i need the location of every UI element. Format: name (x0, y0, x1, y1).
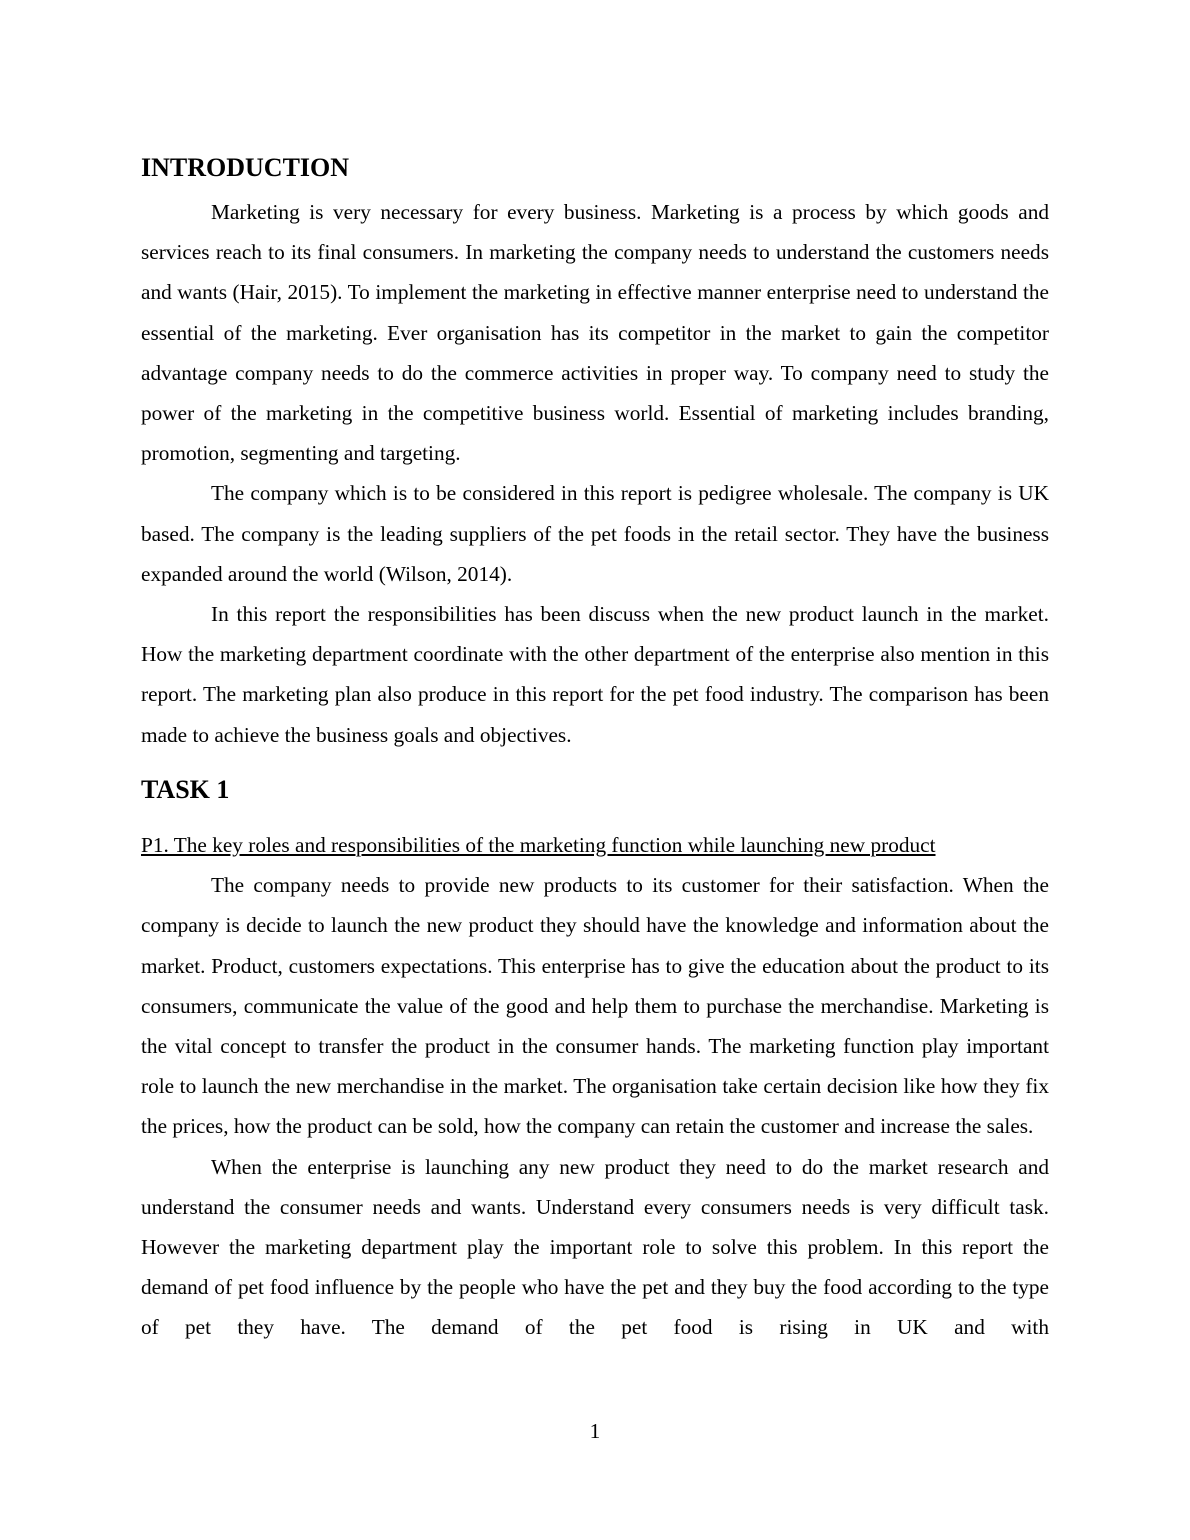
page-number: 1 (589, 1419, 601, 1443)
task1-subheading: P1. The key roles and responsibilities of the marketing function while launching new product (141, 833, 936, 857)
task1-heading: TASK 1 (141, 775, 230, 804)
task1-body (141, 825, 1049, 1348)
introduction-paragraph-1: Marketing is very necessary for every business. Marketing is a process by which goods and services reach to its final consumers. In marketing the company needs to understand the customers needs and wants (Hair, 2015). To implement the marketing in effective manner enterprise need to understand the essential of the marketing. Ever organisation has its competitor in the market to gain the competitor advantage company needs to do the commerce activities in proper way. To company need to study the power of the marketing in the competitive business world. Essential of marketing includes branding, promotion, segmenting and targeting. (141, 200, 1049, 466)
task1-paragraph-2: When the enterprise is launching any new product they need to do the market research and understand the consumer needs and wants. Understand every consumers needs is very difficult task. However the marketing department play the important role to solve this problem. In this report the demand of pet food influence by the people who have the pet and they buy the food according to the type of pet they have. The demand of the pet food is rising in UK and with (141, 1154, 1049, 1340)
introduction-heading: INTRODUCTION (141, 153, 350, 182)
introduction-paragraph-3: In this report the responsibilities has been discuss when the new product launch in the market. How the marketing department coordinate with the other department of the enterprise also mention in this report. The marketing plan also produce in this report for the pet food industry. The comparison has been made to achieve the business goals and objectives. (141, 602, 1049, 747)
introduction-paragraph-2: The company which is to be considered in this report is pedigree wholesale. The company is UK based. The company is the leading suppliers of the pet foods in the retail sector. They have the business expanded around the world (Wilson, 2014). (141, 481, 1049, 586)
task1-paragraph-1: The company needs to provide new products to its customer for their satisfaction. When the company is decide to launch the new product they should have the knowledge and information about the market. Product, customers expectations. This enterprise has to give the education about the product to its consumers, communicate the value of the good and help them to purchase the merchandise. Marketing is the vital concept to transfer the product in the consumer hands. The marketing function play important role to launch the new merchandise in the market. The organisation take certain decision like how they fix the prices, how the product can be sold, how the company can retain the customer and increase the sales. (141, 873, 1049, 1139)
introduction-body (141, 192, 1049, 755)
